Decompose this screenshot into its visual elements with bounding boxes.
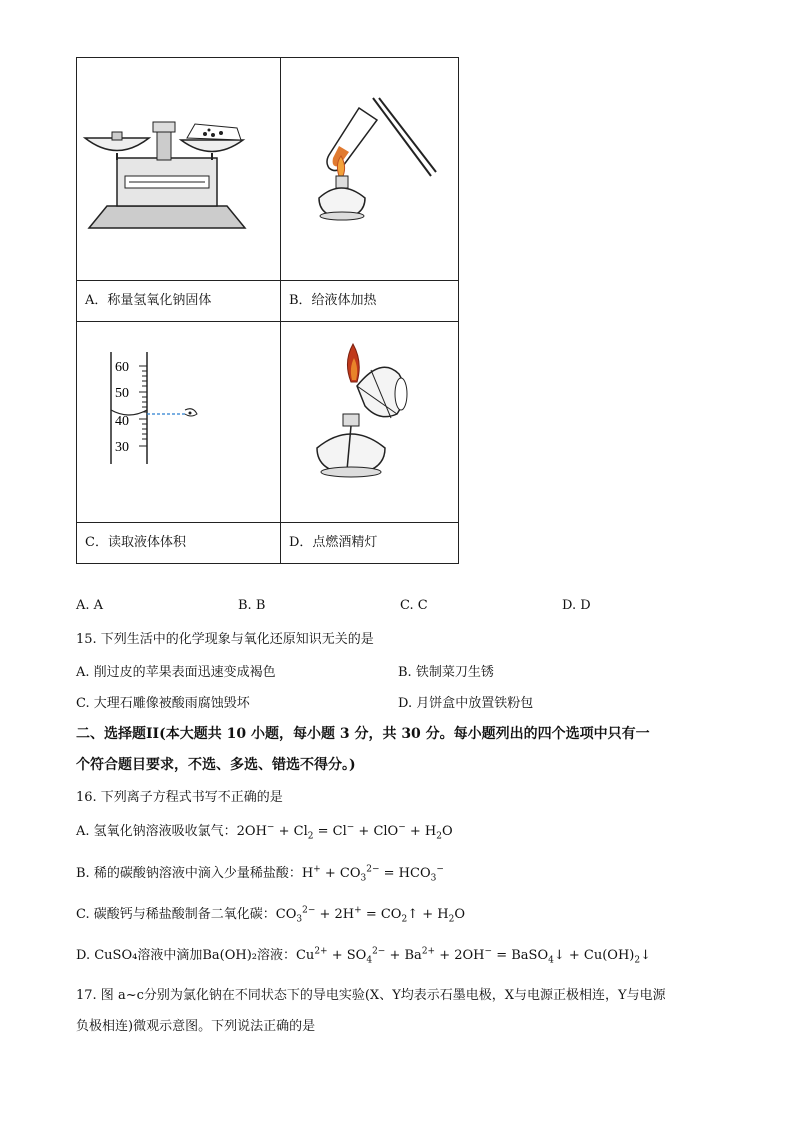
caption-a: A．称量氢氧化钠固体 xyxy=(77,281,281,322)
heating-tube-illustration xyxy=(281,58,458,276)
figure-a-cell xyxy=(77,58,281,281)
balance-illustration xyxy=(77,58,280,276)
figure-d-cell xyxy=(281,322,459,523)
q16-option-b xyxy=(76,862,444,884)
caption-b: B．给液体加热 xyxy=(281,281,459,322)
q16-option-a xyxy=(76,820,453,842)
lighting-lamp-illustration xyxy=(281,322,458,518)
q16-b-equation: $H^+ + CO_3^{2-} = HCO_3^-$ xyxy=(301,864,444,884)
q16-d-equation: $Cu^{2+} + SO_4^{2-} + Ba^{2+} + 2OH^-$ = BaSO$_4$↓ + $Cu(OH)_2↓$ xyxy=(295,946,651,966)
caption-d: D．点燃酒精灯 xyxy=(281,523,459,564)
caption-c: C．读取液体体积 xyxy=(77,523,281,564)
cylinder-illustration xyxy=(77,322,280,518)
q15-option-b: B. 铁制菜刀生锈 xyxy=(398,665,494,680)
tick-30: 30 xyxy=(115,440,129,455)
q16-d-label: D. CuSO₄溶液中滴加Ba(OH)₂溶液： xyxy=(76,948,296,963)
q16-option-d xyxy=(76,944,651,966)
q14-option-d: D. D xyxy=(562,598,591,613)
figure-table xyxy=(76,57,459,564)
q15-stem: 15. 下列生活中的化学现象与氧化还原知识无关的是 xyxy=(76,632,374,647)
q16-option-c xyxy=(76,903,465,925)
q16-stem: 16. 下列离子方程式书写不正确的是 xyxy=(76,790,283,805)
q16-c-label: C. 碳酸钙与稀盐酸制备二氧化碳： xyxy=(76,907,276,922)
q16-b-label: B. 稀的碳酸钠溶液中滴入少量稀盐酸： xyxy=(76,866,302,881)
q15-option-a: A. 削过皮的苹果表面迅速变成褐色 xyxy=(76,665,276,680)
figure-c-cell xyxy=(77,322,281,523)
tick-40: 40 xyxy=(115,414,129,429)
tick-50: 50 xyxy=(115,386,129,401)
q17-stem-line1: 17. 图 a~c分别为氯化钠在不同状态下的导电实验(X、Y均表示石墨电极，X与电源正极相连，Y与电源 xyxy=(76,988,666,1003)
section2-heading-line2: 个符合题目要求，不选、多选、错选不得分。) xyxy=(76,757,356,773)
q14-option-c: C. C xyxy=(400,598,428,613)
q16-a-label: A. 氢氧化钠溶液吸收氯气： xyxy=(76,824,237,839)
q14-option-b: B. B xyxy=(238,598,266,613)
section2-heading-line1: 二、选择题II(本大题共 10 小题，每小题 3 分，共 30 分。每小题列出的四个选项中只有一 xyxy=(76,726,650,742)
q16-a-equation: $2OH^- + Cl_2 = Cl^- + ClO^- + H_2O$ xyxy=(236,822,453,842)
q15-option-c: C. 大理石雕像被酸雨腐蚀毁坏 xyxy=(76,696,250,711)
q17-stem-line2: 负极相连)微观示意图。下列说法正确的是 xyxy=(76,1019,316,1034)
figure-b-cell xyxy=(281,58,459,281)
tick-60: 60 xyxy=(115,360,129,375)
q14-option-a: A. A xyxy=(76,598,104,613)
q15-option-d: D. 月饼盒中放置铁粉包 xyxy=(398,696,534,711)
q16-c-equation: $CO_3^{2-} + 2H^+$ = $CO_2↑ + H_2O$ xyxy=(275,905,465,925)
